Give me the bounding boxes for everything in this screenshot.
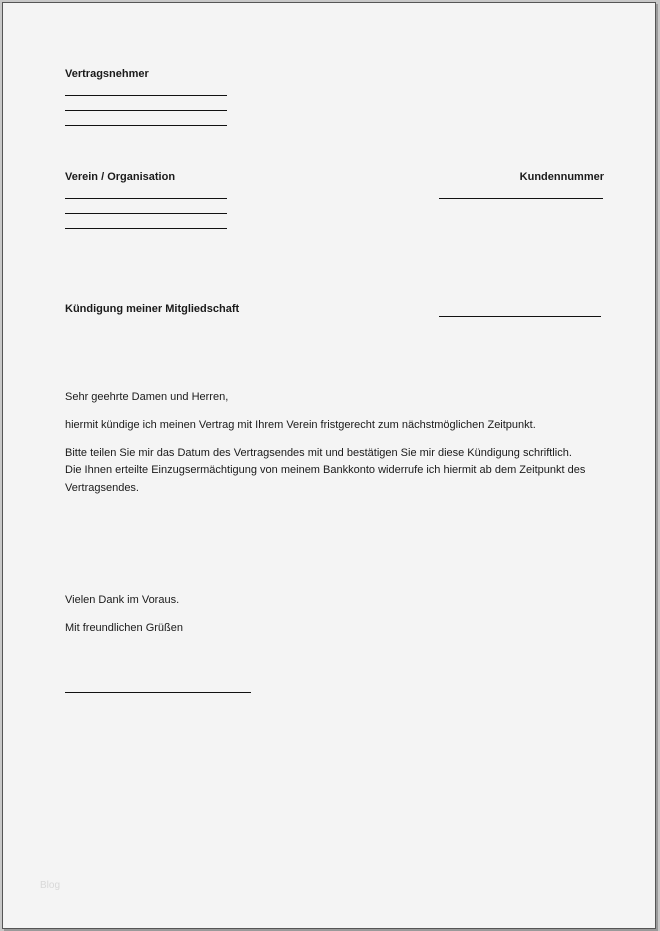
contractor-label: Vertragsnehmer <box>65 68 149 80</box>
organization-label: Verein / Organisation <box>65 171 176 183</box>
closing-text: Mit freundlichen Grüßen <box>65 622 183 634</box>
paragraph-confirmation-line-1: Bitte teilen Sie mir das Datum des Vertragsendes mit und bestätigen Sie mir diese Kündigung schriftlich. <box>65 447 572 459</box>
organization-line-2[interactable] <box>65 213 227 214</box>
paragraph-confirmation-line-2: Die Ihnen erteilte Einzugsermächtigung von meinem Bankkonto widerrufe ich hiermit ab dem Zeitpunkt des <box>65 464 586 476</box>
salutation: Sehr geehrte Damen und Herren, <box>65 391 229 403</box>
customer-number-line[interactable] <box>439 198 603 199</box>
signature-line[interactable] <box>65 692 251 693</box>
organization-line-3[interactable] <box>65 228 227 229</box>
contractor-line-2[interactable] <box>65 110 227 111</box>
date-line[interactable] <box>439 316 601 317</box>
contractor-line-3[interactable] <box>65 125 227 126</box>
document-page <box>2 2 656 929</box>
thanks-text: Vielen Dank im Voraus. <box>65 594 180 606</box>
subject-heading: Kündigung meiner Mitgliedschaft <box>65 303 240 315</box>
paragraph-cancellation: hiermit kündige ich meinen Vertrag mit Ihrem Verein fristgerecht zum nächstmöglichen Zeitpunkt. <box>65 419 536 431</box>
watermark: Blog <box>40 880 61 891</box>
organization-line-1[interactable] <box>65 198 227 199</box>
paragraph-confirmation-line-3: Vertragsendes. <box>65 482 139 494</box>
contractor-line-1[interactable] <box>65 95 227 96</box>
customer-number-label: Kundennummer <box>519 171 604 183</box>
